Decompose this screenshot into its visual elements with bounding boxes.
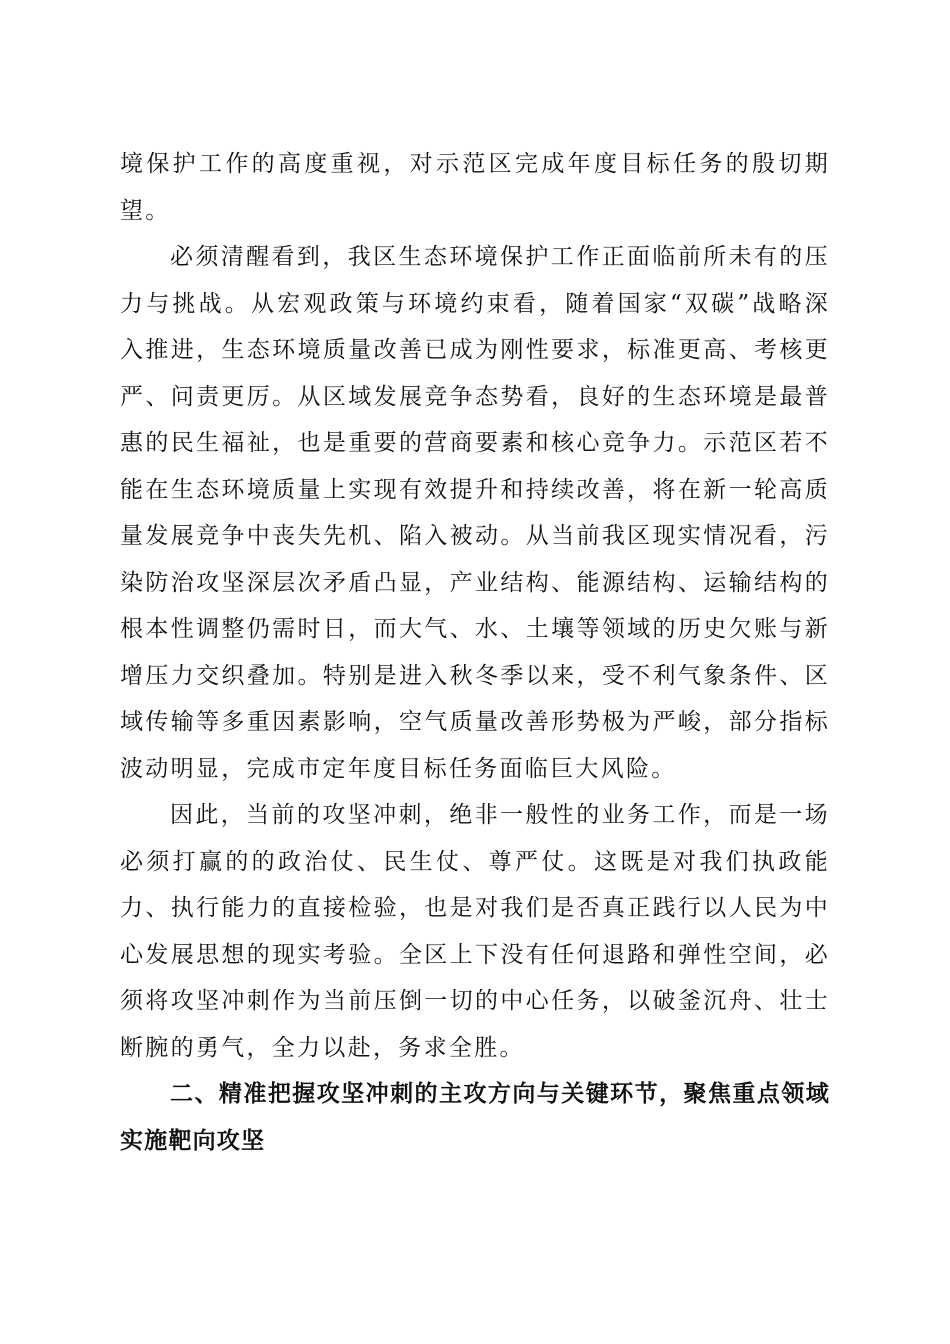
section-heading: 二、精准把握攻坚冲刺的主攻方向与关键环节，聚焦重点领域实施靶向攻坚 <box>120 1081 830 1154</box>
paragraph-continuation: 境保护工作的高度重视，对示范区完成年度目标任务的殷切期望。 <box>120 151 830 224</box>
paragraph-conclusion: 因此，当前的攻坚冲刺，绝非一般性的业务工作，而是一场必须打赢的的政治仗、民生仗、尊严仗。这既是对我们执政能力、执行能力的直接检验，也是对我们是否真正践行以人民为中心发展思想的现实考验。全区上下没有任何退路和弹性空间，必须将攻坚冲刺作为当前压倒一切的中心任务，以破釜沉舟、壮士断腕的勇气，全力以赴，务求全胜。 <box>120 802 830 1061</box>
paragraph-pressure-challenges: 必须清醒看到，我区生态环境保护工作正面临前所未有的压力与挑战。从宏观政策与环境约束看，随着国家“双碳”战略深入推进，生态环境质量改善已成为刚性要求，标准更高、考核更严、问责更厉。从区域发展竞争态势看，良好的生态环境是最普惠的民生福祉，也是重要的营商要素和核心竞争力。示范区若不能在生态环境质量上实现有效提升和持续改善，将在新一轮高质量发展竞争中丧失先机、陷入被动。从当前我区现实情况看，污染防治攻坚深层次矛盾凸显，产业结构、能源结构、运输结构的根本性调整仍需时日，而大气、水、土壤等领域的历史欠账与新增压力交织叠加。特别是进入秋冬季以来，受不利气象条件、区域传输等多重因素影响，空气质量改善形势极为严峻，部分指标波动明显，完成市定年度目标任务面临巨大风险。 <box>120 244 830 782</box>
document-body <box>120 141 830 1164</box>
